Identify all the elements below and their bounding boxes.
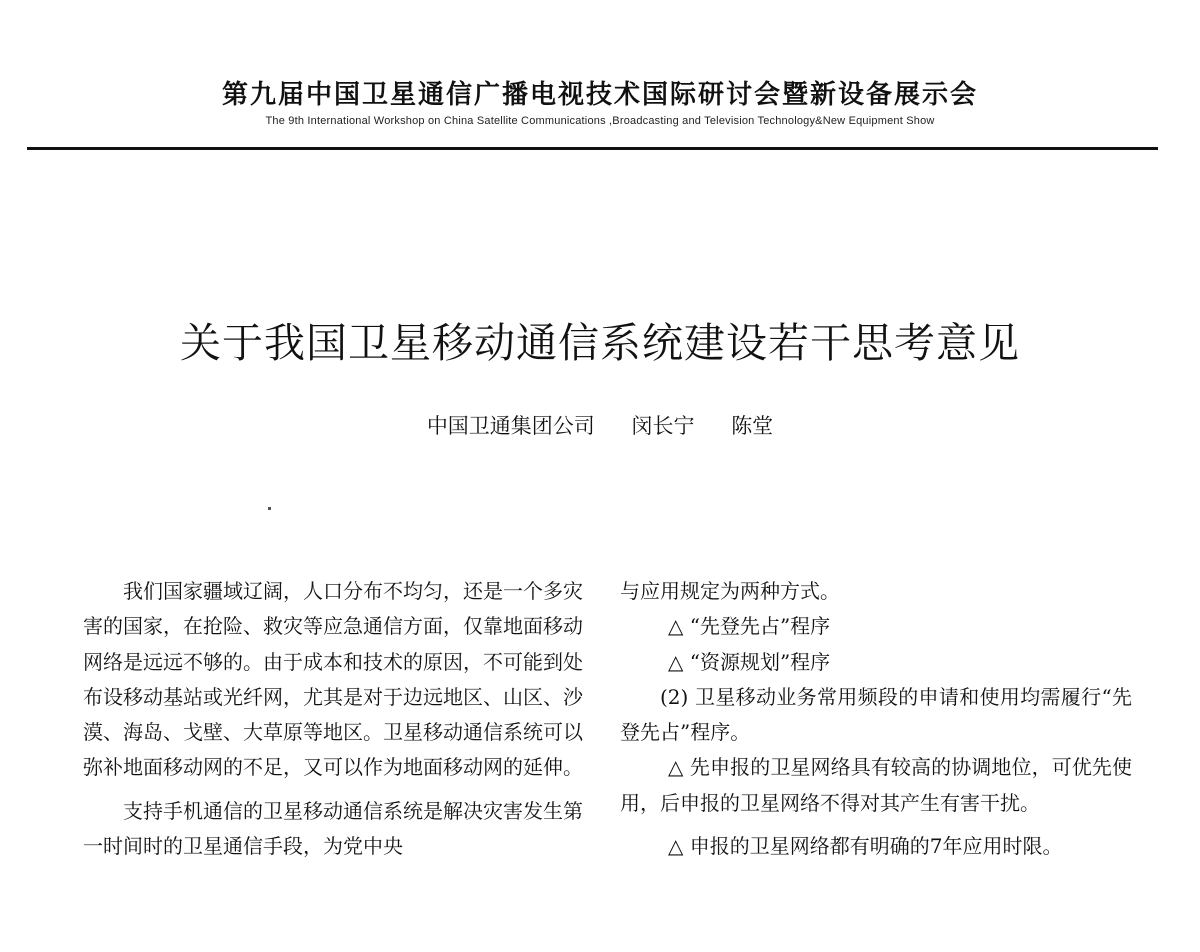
body-column-left [83,574,583,864]
conference-title-chinese: 第九届中国卫星通信广播电视技术国际研讨会暨新设备展示会 [221,80,978,110]
article-title: 关于我国卫星移动通信系统建设若干思考意见 [180,319,1020,367]
author-name: 闵长宁 [631,414,695,438]
conference-title-english: The 9th International Workshop on China Satellite Communications ,Broadcasting and Television Technology&New Equipment Show [265,115,935,127]
author-organization: 中国卫通集团公司 [426,414,595,438]
list-item: △ 申报的卫星网络都有明确的7年应用时限。 [668,834,1063,859]
body-paragraph: 支持手机通信的卫星移动通信系统是解决灾害发生第一时间时的卫星通信手段，为党中央 [83,798,583,859]
body-paragraph: 我们国家疆域辽阔，人口分布不均匀，还是一个多灾害的国家，在抢险、救灾等应急通信方面，仅靠地面移动网络是远远不够的。由于成本和技术的原因，不可能到处布设移动基站或光纤网，尤其是对于边远地区、山区、沙漠、海岛、戈壁、大草原等地区。卫星移动通信系统可以弥补地面移动网的不足，又可以作为地面移动网的延伸。 [83,579,583,780]
body-paragraph: (2) 卫星移动业务常用频段的申请和使用均需履行“先登先占”程序。 [620,684,1132,745]
body-column-right [620,574,1132,864]
author-name: 陈堂 [731,414,774,438]
header-divider [27,147,1158,150]
body-paragraph: 与应用规定为两种方式。 [620,579,840,603]
list-item: △ 先申报的卫星网络具有较高的协调地位，可优先使用，后申报的卫星网络不得对其产生有害干扰。 [620,755,1132,815]
list-item: △ “先登先占”程序 [668,614,831,639]
list-item: △ “资源规划”程序 [668,649,831,674]
page-header [0,0,1200,160]
scan-speck [268,507,271,510]
author-line [0,410,1200,440]
